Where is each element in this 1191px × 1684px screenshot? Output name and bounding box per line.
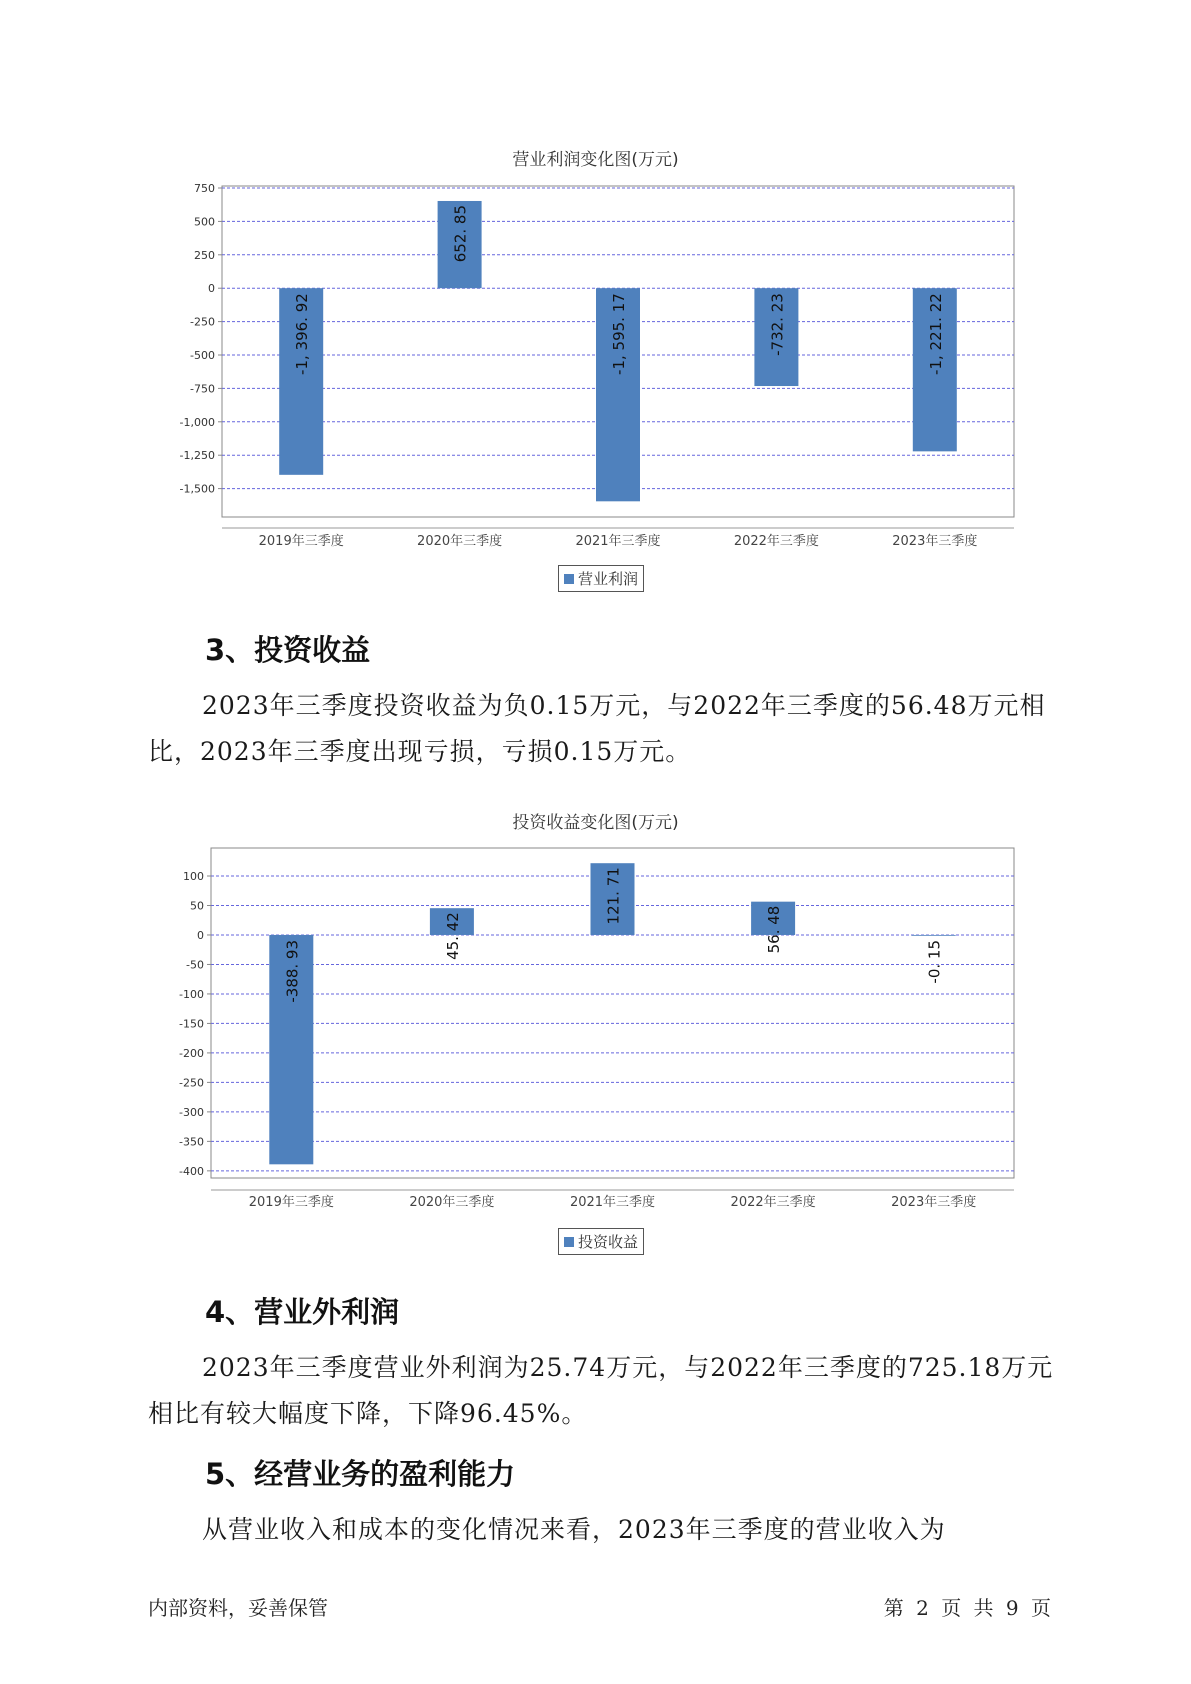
- legend-swatch-icon: [564, 1237, 574, 1247]
- bar-value-label: 45. 42: [443, 912, 462, 960]
- legend-label: 营业利润: [578, 570, 639, 588]
- x-category-label: 2023年三季度: [892, 534, 978, 549]
- y-tick-label: -1,250: [179, 449, 215, 463]
- x-category-label: 2022年三季度: [730, 1195, 816, 1210]
- y-tick-label: -250: [190, 315, 215, 329]
- y-tick-label: 250: [194, 248, 215, 262]
- y-tick-label: -50: [186, 958, 204, 972]
- y-tick-label: 0: [208, 282, 215, 296]
- footer-page-number: 第 2 页 共 9 页: [883, 1596, 1051, 1620]
- bar: [912, 935, 956, 936]
- y-tick-label: -400: [179, 1164, 204, 1178]
- y-tick-label: -300: [179, 1105, 204, 1119]
- y-tick-label: -500: [190, 349, 215, 362]
- paragraph-investment-income: 2023年三季度投资收益为负0.15万元，与2022年三季度的56.48万元相比，2023年三季度出现亏损，亏损0.15万元。: [148, 691, 1046, 766]
- y-tick-label: -100: [179, 987, 204, 1001]
- bar-value-label: -1, 221. 22: [926, 293, 945, 375]
- y-tick-label: -150: [179, 1017, 204, 1031]
- section-heading-profitability: 5、经营业务的盈利能力: [205, 1457, 516, 1491]
- x-category-label: 2021年三季度: [569, 1195, 656, 1210]
- y-tick-label: -200: [179, 1046, 204, 1060]
- bar-value-label: 121. 71: [604, 867, 623, 925]
- y-tick-label: 50: [190, 899, 204, 913]
- x-category-label: 2020年三季度: [409, 1195, 495, 1210]
- chart-title-investment-income: 投资收益变化图(万元): [512, 813, 679, 833]
- y-tick-label: -750: [190, 382, 215, 396]
- bar-value-label: 652. 85: [451, 204, 470, 263]
- x-category-label: 2023年三季度: [891, 1195, 977, 1210]
- legend-investment-income: [558, 1228, 644, 1255]
- x-category-label: 2021年三季度: [575, 534, 661, 549]
- y-tick-label: 0: [197, 928, 204, 942]
- bar-value-label: -1, 396. 92: [293, 293, 312, 375]
- x-category-label: 2020年三季度: [417, 534, 503, 549]
- bar-value-label: -0. 15: [925, 939, 944, 984]
- y-tick-label: 100: [183, 870, 204, 883]
- y-tick-label: -1,500: [179, 482, 215, 496]
- section-heading-investment-income: 3、投资收益: [205, 633, 371, 667]
- y-tick-label: -1,000: [179, 415, 215, 429]
- bar-value-label: -732. 23: [768, 293, 787, 356]
- x-category-label: 2019年三季度: [248, 1195, 334, 1210]
- footer-confidential-note: 内部资料，妥善保管: [148, 1596, 328, 1620]
- x-category-label: 2022年三季度: [733, 534, 819, 549]
- section-heading-non-operating-profit: 4、营业外利润: [205, 1295, 400, 1329]
- y-tick-label: -350: [179, 1135, 204, 1149]
- y-tick-label: 750: [194, 182, 215, 195]
- chart-title-operating-profit: 营业利润变化图(万元): [512, 150, 679, 170]
- legend-label: 投资收益: [578, 1233, 639, 1251]
- x-category-label: 2019年三季度: [258, 534, 344, 549]
- bar-value-label: -388. 93: [283, 939, 302, 1003]
- y-tick-label: -250: [179, 1076, 204, 1090]
- paragraph-non-operating-profit: 2023年三季度营业外利润为25.74万元，与2022年三季度的725.18万元相比有较大幅度下降，下降96.45%。: [148, 1353, 1054, 1428]
- y-tick-label: 500: [194, 215, 215, 229]
- paragraph-profitability: 从营业收入和成本的变化情况来看，2023年三季度的营业收入为: [202, 1515, 946, 1544]
- bar-value-label: -1, 595. 17: [610, 293, 628, 375]
- bar-value-label: 56. 48: [765, 905, 784, 954]
